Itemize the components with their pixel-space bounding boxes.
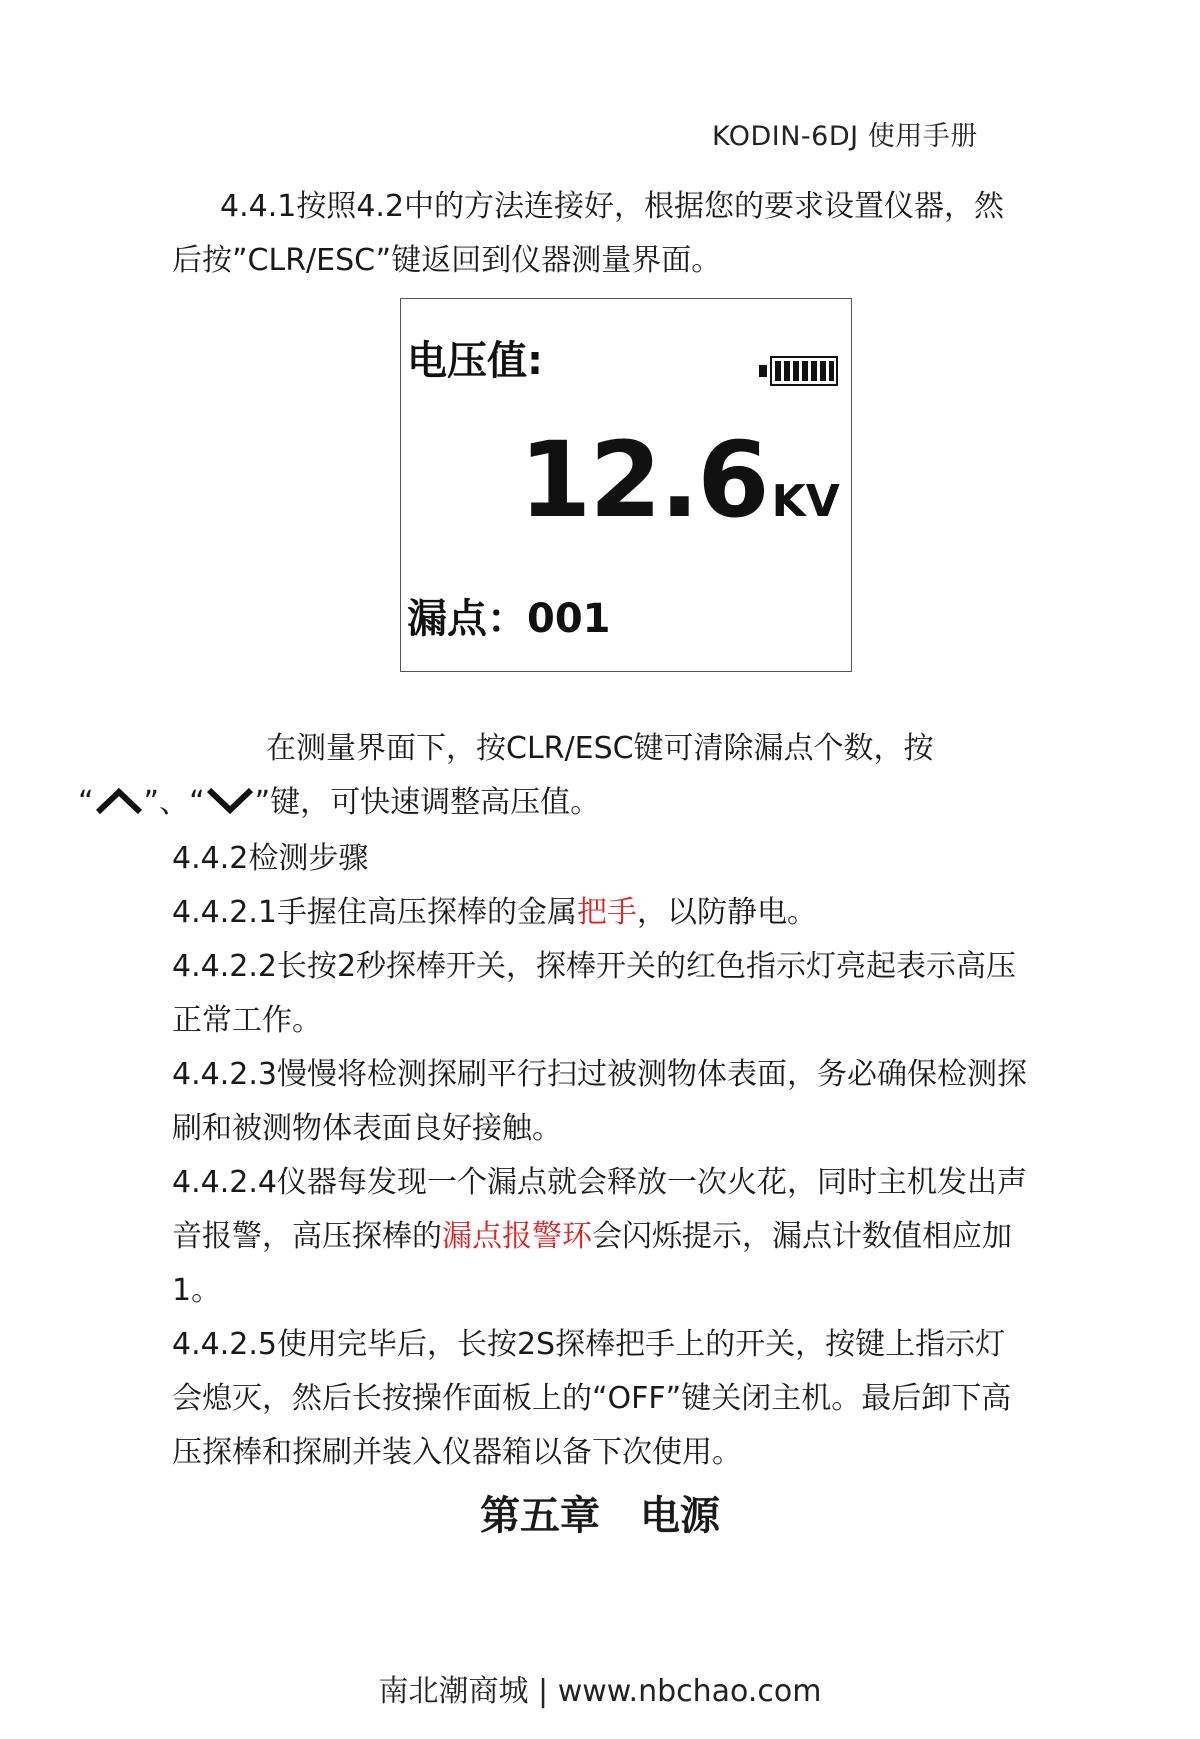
voltage-label: 电压值: — [407, 338, 543, 384]
voltage-readout — [519, 419, 840, 541]
chevron-up-icon — [94, 786, 144, 816]
page-header: KODIN-6DJ 使用手册 — [712, 121, 978, 152]
leak-label: 漏点： — [407, 596, 527, 642]
measure-note-line1: 在测量界面下，按CLR/ESC键可清除漏点个数，按 — [266, 731, 934, 766]
step-4-4-2-2: 4.4.2.2长按2秒探棒开关，探棒开关的红色指示灯亮起表示高压正常工作。 — [172, 949, 1017, 1038]
step-4-4-2-1: 4.4.2.1手握住高压探棒的金属把手，以防静电。 — [172, 895, 817, 930]
chevron-down-icon — [205, 786, 255, 816]
leak-count-readout — [407, 587, 611, 644]
measure-note — [78, 722, 1032, 830]
chapter-title: 电源 — [640, 1493, 720, 1539]
step-4-4-2-3: 4.4.2.3慢慢将检测探刷平行扫过被测物体表面，务必确保检测探刷和被测物体表面良好接触。 — [172, 1057, 1027, 1146]
leak-count: 001 — [527, 596, 611, 642]
voltage-value: 12.6 — [519, 419, 768, 541]
page-footer: 南北潮商城 | www.nbchao.com — [378, 1674, 822, 1709]
lcd-screen-figure — [400, 298, 852, 672]
highlight-handle: 把手 — [576, 895, 637, 930]
chapter-heading — [0, 1484, 1200, 1541]
section-4-4-1: 4.4.1按照4.2中的方法连接好，根据您的要求设置仪器，然后按”CLR/ESC”键返回到仪器测量界面。 — [172, 189, 1005, 278]
step-4-4-2-4: 4.4.2.4仪器每发现一个漏点就会释放一次火花，同时主机发出声音报警，高压探棒的漏点报警环会闪烁提示，漏点计数值相应加1。 — [172, 1165, 1027, 1308]
highlight-alarm-ring: 漏点报警环 — [442, 1219, 592, 1254]
step-4-4-2-5: 4.4.2.5使用完毕后，长按2S探棒把手上的开关，按键上指示灯会熄灭，然后长按操作面板上的“OFF”键关闭主机。最后卸下高压探棒和探刷并装入仪器箱以备下次使用。 — [172, 1327, 1012, 1470]
section-4-4-2-heading: 4.4.2检测步骤 — [172, 841, 369, 876]
voltage-unit: KV — [771, 476, 840, 527]
measure-note-line2: “ ”、“ ”键，可快速调整高压值。 — [78, 785, 601, 820]
battery-icon — [759, 355, 839, 387]
chapter-number: 第五章 — [480, 1493, 600, 1539]
